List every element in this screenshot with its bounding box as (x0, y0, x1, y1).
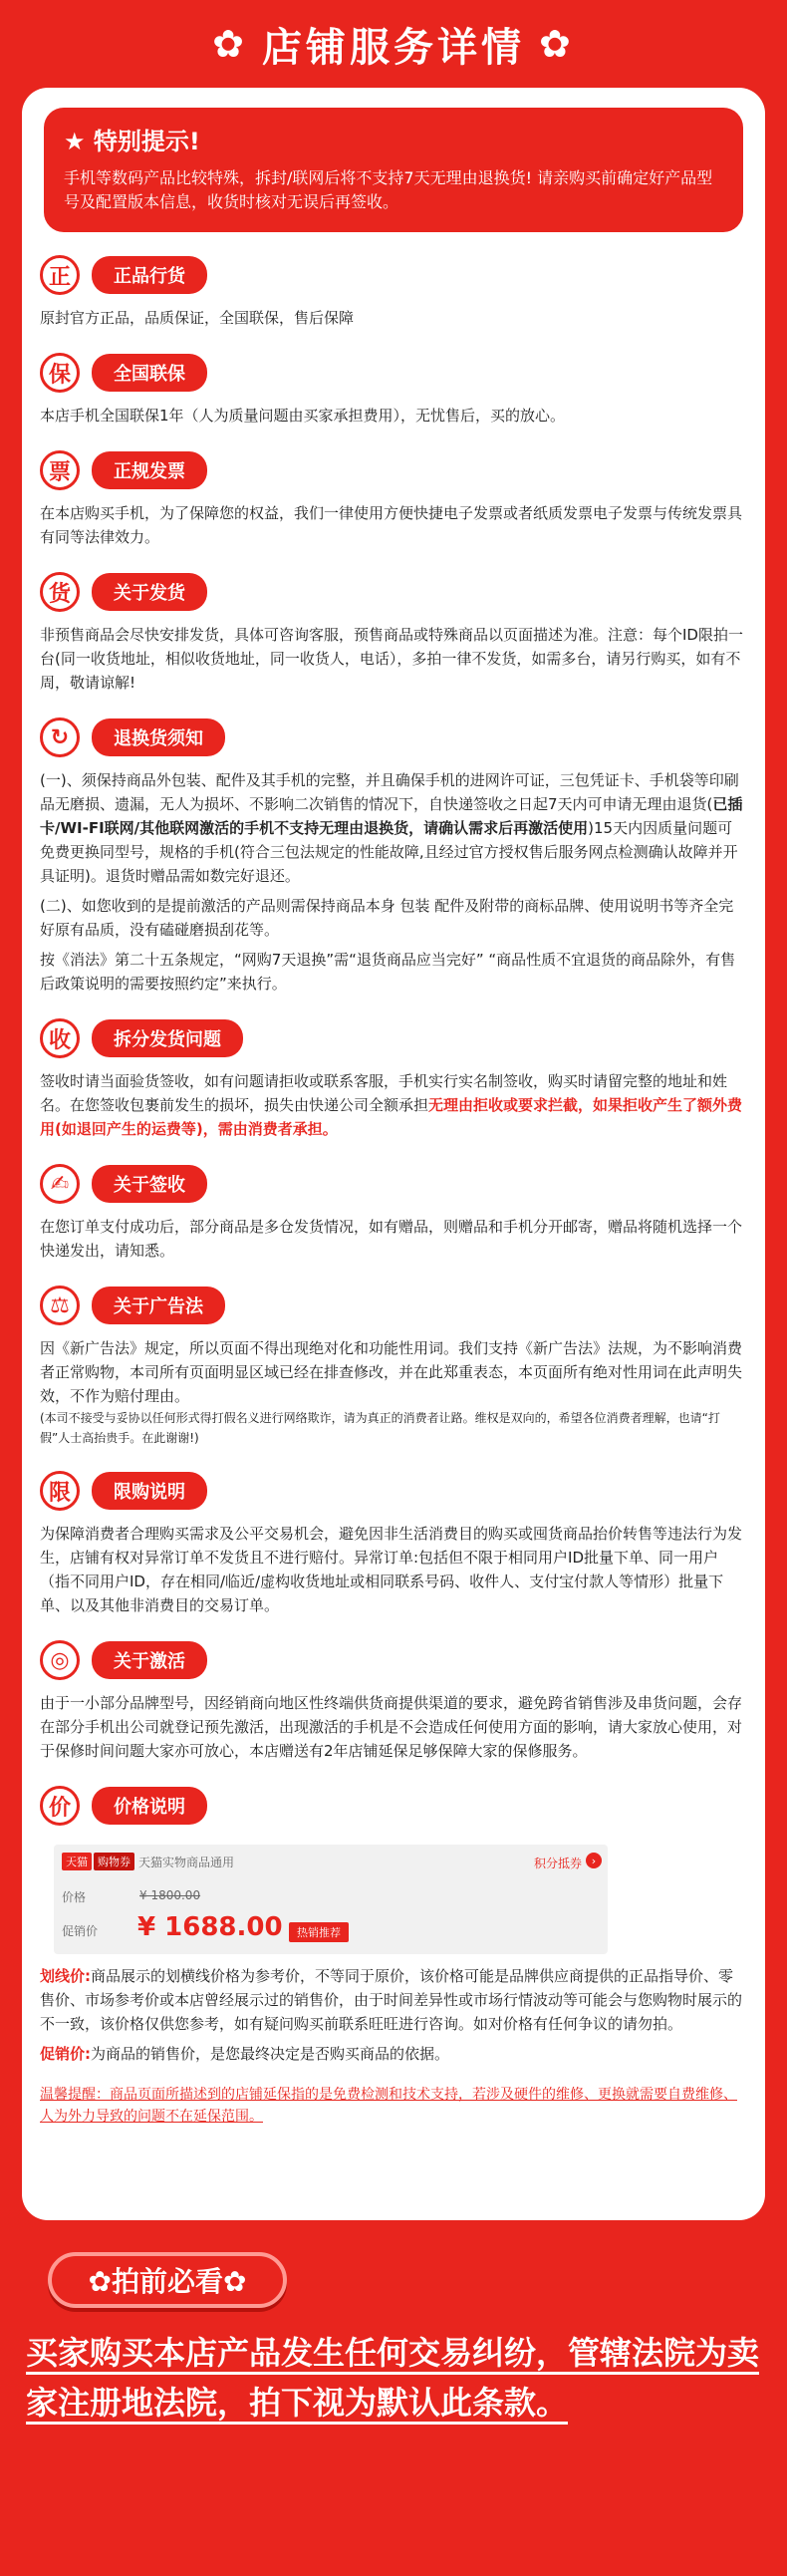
gavel-icon: ⚖ (40, 1286, 80, 1325)
hot-badge: 热销推荐 (289, 1922, 349, 1942)
promo-price-text: 为商品的销售价，是您最终决定是否购买商品的依据。 (91, 2045, 450, 2063)
warranty-icon: 保 (40, 353, 80, 393)
tmall-badge: 天猫 (62, 1853, 92, 1870)
section-split-shipping (22, 1013, 765, 1141)
page-title: 店铺服务详情 (262, 24, 525, 71)
promo-price-label: 促销价: (40, 2045, 91, 2063)
section-body (40, 1069, 747, 1141)
ad-law-note: (本司不接受与妥协以任何形式得打假名义进行网络欺诈，请为真正的消费者让路。维权是双向的，希望各位消费者理解，也请“打假”人士高抬贵手。在此谢谢!) (40, 1411, 720, 1445)
receive-icon: 收 (40, 1018, 80, 1058)
jurisdiction-notice (26, 2328, 763, 2428)
section-label: 关于广告法 (92, 1287, 225, 1324)
price-label: 价格 (62, 1890, 87, 1904)
refresh-icon: ↻ (40, 717, 80, 757)
section-invoice (22, 445, 765, 549)
content-card (22, 88, 765, 2220)
flower-icon: ✿ (539, 22, 575, 66)
section-body: 本店手机全国联保1年（人为质量问题由买家承担费用），无忧售后，买的放心。 (40, 407, 566, 425)
section-body: 在本店购买手机，为了保障您的权益，我们一律使用方便快捷电子发票或者纸质发票电子发票与传统发票具有同等法律效力。 (40, 504, 743, 546)
store-note: 天猫实物商品通用 (138, 1855, 235, 1869)
notice-body: 手机等数码产品比较特殊，拆封/联网后将不支持7天无理由退换货! 请亲购买前确定好产品型号及配置版本信息，收货时核对无误后再签收。 (64, 168, 713, 211)
coupon-badge: 购物券 (94, 1853, 134, 1870)
sign-icon: ✍ (40, 1164, 80, 1204)
returns-bold: 已插卡/WI-FI联网/其他联网激活的手机不支持无理由退换货，请确认需求后再激活使用 (40, 795, 743, 837)
section-label: 正品行货 (92, 256, 207, 294)
limit-icon: 限 (40, 1471, 80, 1511)
section-label: 关于签收 (92, 1165, 207, 1203)
activation-icon: ◎ (40, 1640, 80, 1680)
section-warranty (22, 348, 765, 428)
section-returns (22, 713, 765, 996)
returns-text-1: (一)、须保持商品外包装、配件及其手机的完整，并且确保手机的进网许可证，三包凭证卡、手机袋等印刷品无磨损、遗漏，无人为损坏、不影响二次销售的情况下，自快递签收之日起7天内可申请无理由退货( (40, 771, 739, 813)
section-price (22, 1781, 765, 2066)
section-label: 退换货须知 (92, 718, 225, 756)
section-label: 全国联保 (92, 354, 207, 392)
section-body: 在您订单支付成功后，部分商品是多仓发货情况，如有赠品，则赠品和手机分开邮寄，赠品将随机选择一个快递发出，请知悉。 (40, 1218, 743, 1260)
section-purchase-limit (22, 1466, 765, 1617)
promo-label: 促销价 (62, 1924, 99, 1938)
genuine-icon: 正 (40, 255, 80, 295)
jurisdiction-text: 买家购买本店产品发生任何交易纠纷，管辖法院为卖家注册地法院，拍下视为默认此条款。 (26, 2334, 759, 2425)
price-icon: 价 (40, 1786, 80, 1826)
original-price: ¥ 1800.00 (139, 1888, 201, 1902)
section-label: 关于激活 (92, 1641, 207, 1679)
split-text: 签收时请当面验货签收，如有问题请拒收或联系客服，手机实行实名制签收，购买时请留完整的地址和姓名。在您签收包裹前发生的损坏，损失由快递公司全额承担 (40, 1072, 728, 1114)
special-notice (44, 108, 743, 232)
section-body (40, 768, 747, 888)
must-read-wrap (48, 2252, 287, 2308)
section-label: 关于发货 (92, 573, 207, 611)
returns-text-3: (二)、如您收到的是提前激活的产品则需保持商品本身 包装 配件及附带的商标品牌、使用说明书等齐全完好原有品质，没有磕碰磨损刮花等。 (40, 897, 734, 939)
split-red: 无理由拒收或要求拦截，如果拒收产生了额外费用(如退回产生的运费等)，需由消费者承担。 (40, 1096, 743, 1138)
invoice-icon: 票 (40, 450, 80, 490)
section-activation (22, 1635, 765, 1763)
points-link[interactable]: 积分抵券 (533, 1857, 582, 1870)
section-ad-law (22, 1281, 765, 1448)
section-signing (22, 1159, 765, 1263)
section-shipping (22, 567, 765, 695)
section-body: 为保障消费者合理购买需求及公平交易机会，避免因非生活消费目的购买或囤货商品抬价转售等违法行为发生，店铺有权对异常订单不发货且不进行赔付。异常订单:包括但不限于相同用户ID批量下单、同一用户（指不同用户ID，存在相同/临近/虚构收货地址或相同联系号码、收件人、支付宝付款人等情形）批量下单、以及其他非消费目的交易订单。 (40, 1525, 743, 1614)
returns-law: 按《消法》第二十五条规定，“网购7天退换”需“退货商品应当完好” “商品性质不宜退货的商品除外，有售后政策说明的需要按照约定”来执行。 (40, 951, 736, 993)
chevron-right-icon[interactable]: › (586, 1853, 602, 1868)
strike-price-label: 划线价: (40, 1967, 91, 1985)
shipping-icon: 货 (40, 572, 80, 612)
section-body: 原封官方正品，品质保证，全国联保，售后保障 (40, 309, 355, 327)
page-header (0, 0, 787, 88)
returns-text-2: )15天内因质量问题可免费更换同型号，规格的手机(符合三包法规定的性能故障,且经过官方授权售后服务网点检测确认故障并开具证明)。退货时赠品需如数完好退还。 (40, 819, 738, 885)
section-label: 正规发票 (92, 451, 207, 489)
section-label: 限购说明 (92, 1472, 207, 1510)
strike-price-text: 商品展示的划横线价格为参考价，不等同于原价，该价格可能是品牌供应商提供的正品指导价、零售价、市场参考价或本店曾经展示过的销售价，由于时间差异性或市场行情波动等可能会与您购物时展示的不一致，该价格仅供您参考，如有疑问购买前联系旺旺进行咨询。如对价格有任何争议的请勿拍。 (40, 1967, 743, 2033)
section-body: 因《新广告法》规定，所以页面不得出现绝对化和功能性用词。我们支持《新广告法》法规，为不影响消费者正常购物，本司所有页面明显区域已经在排查修改，并在此郑重表态，本页面所有绝对性用词在此声明失效，不作为赔付理由。 (40, 1339, 743, 1405)
section-genuine (22, 250, 765, 330)
section-label: 价格说明 (92, 1787, 207, 1825)
must-read-button[interactable]: ✿拍前必看✿ (48, 2252, 287, 2308)
notice-title: ★ 特别提示! (64, 128, 200, 155)
price-example-box (54, 1845, 608, 1954)
section-label: 拆分发货问题 (92, 1019, 243, 1057)
price-note-2 (40, 2042, 747, 2066)
section-body: 由于一小部分品牌型号，因经销商向地区性终端供货商提供渠道的要求，避免跨省销售涉及串货问题，会存在部分手机出公司就登记预先激活，出现激活的手机是不会造成任何使用方面的影响，请大家放心使用，对于保修时间问题大家亦可放心，本店赠送有2年店铺延保足够保障大家的保修服务。 (40, 1694, 743, 1760)
price-note-1 (40, 1964, 747, 2036)
promo-price: ¥ 1688.00 (137, 1912, 283, 1942)
section-body: 非预售商品会尽快安排发货，具体可咨询客服，预售商品或特殊商品以页面描述为准。注意：每个ID限拍一台(同一收货地址，相似收货地址，同一收货人，电话），多拍一律不发货，如需多台，请另行购买，如有不周，敬请谅解! (40, 626, 743, 692)
flower-icon: ✿ (212, 22, 248, 66)
warm-reminder: 温馨提醒：商品页面所描述到的店铺延保指的是免费检测和技术支持，若涉及硬件的维修、更换就需要自费维修、人为外力导致的问题不在延保范围。 (40, 2087, 737, 2125)
